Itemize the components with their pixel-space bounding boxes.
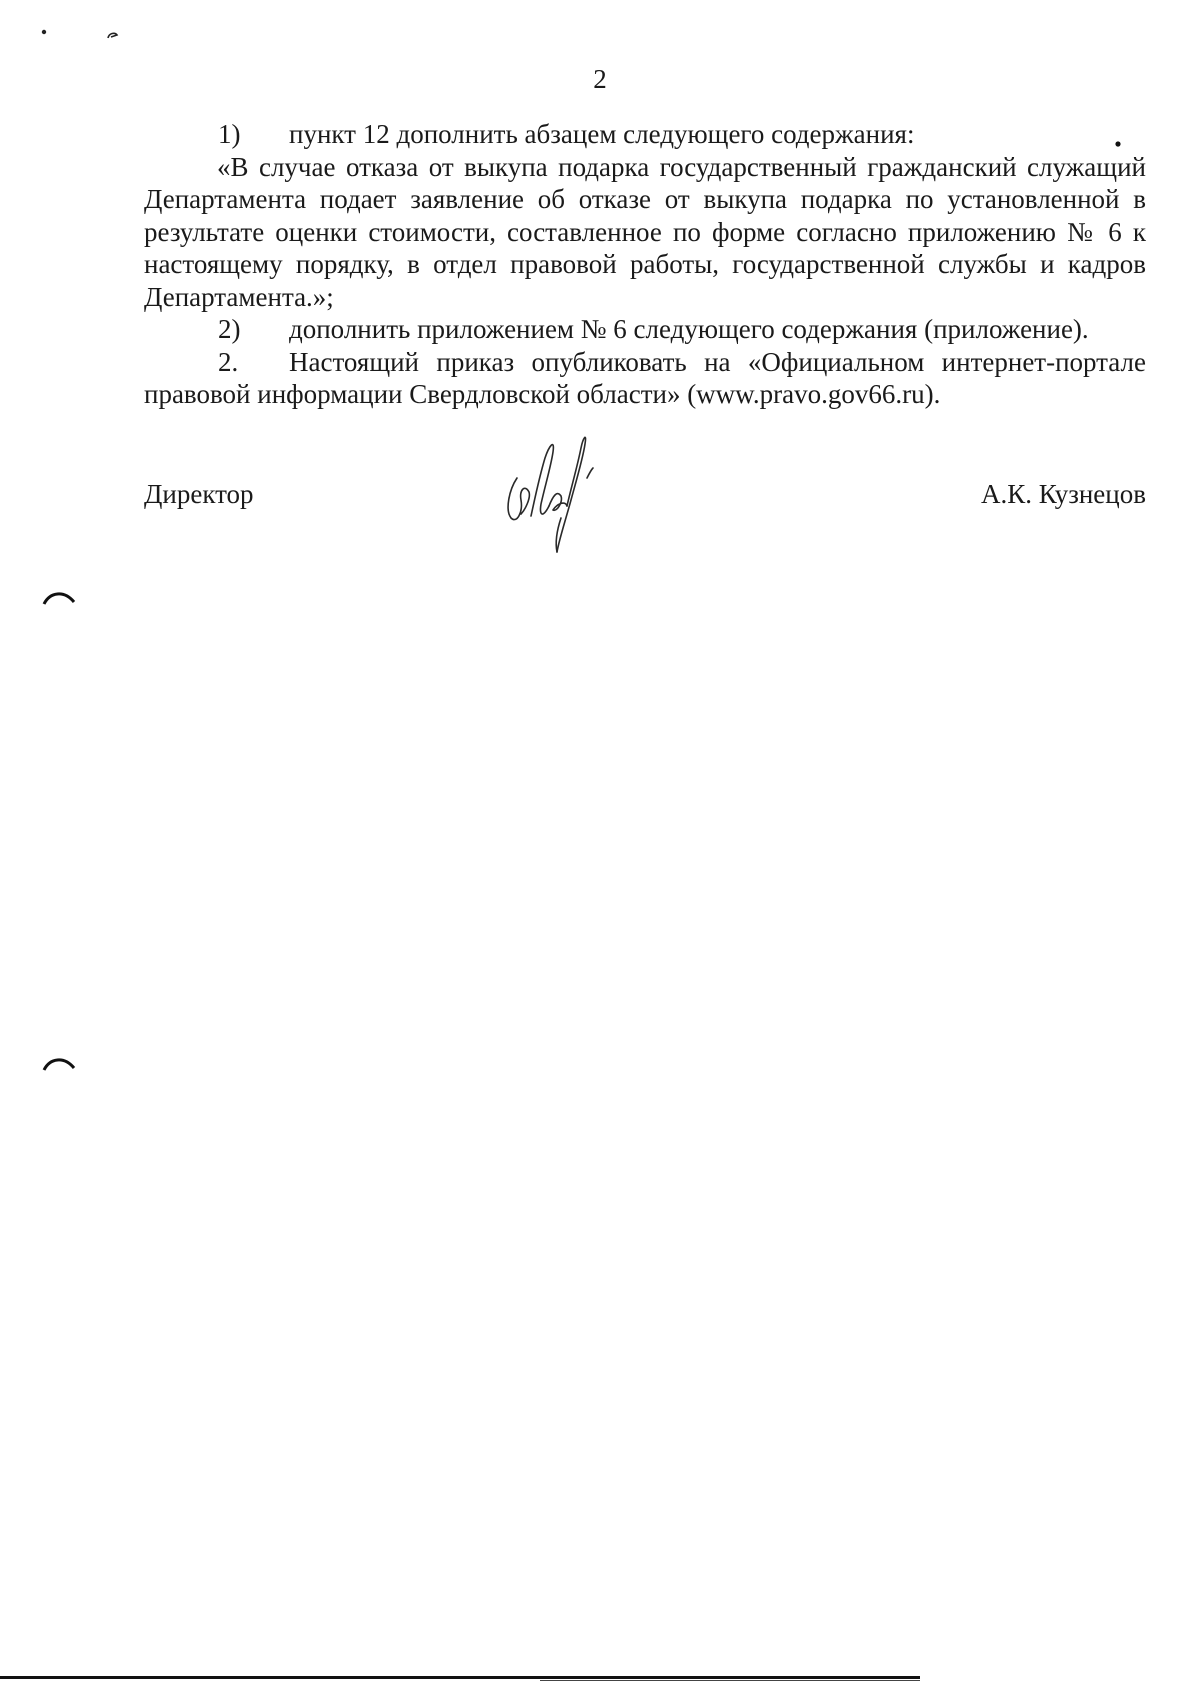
item-1-number: 1) [218,119,241,149]
item-1 [144,118,1146,151]
page-number: 2 [593,64,607,94]
item-1-text: пункт 12 дополнить абзацем следующего содержания: [289,119,915,149]
scan-speck [40,28,50,36]
item-2-text: дополнить приложением № 6 следующего содержания (приложение). [289,314,1089,344]
point-2-text-rest: правовой информации Свердловской области» (www.pravo.gov66.ru). [144,379,941,409]
handwritten-signature [495,418,605,553]
item-2-number: 2) [218,314,241,344]
bottom-scan-edge [0,1676,920,1679]
point-2-number: 2. [218,346,239,377]
point-2-text-first: Настоящий приказ опубликовать на «Официальном интернет-портале [289,346,1146,377]
punch-hole-mark [42,1054,76,1074]
scan-speck [106,30,120,42]
signatory-title: Директор [144,479,254,509]
signatory-name: А.К. Кузнецов [980,479,1146,509]
quote-paragraph: «В случае отказа от выкупа подарка государственный гражданский служащий Департамента подает заявление об отказе от выкупа подарка по установленной в результате оценки стоимости, составленное по форме согласно приложению № 6 к настоящему порядку, в отдел правовой работы, государственной службы и кадров Департамента.»; [144,151,1146,312]
point-2 [144,346,1146,379]
punch-hole-mark [42,588,76,608]
item-2 [144,313,1146,346]
bottom-scan-edge-thin [540,1680,920,1681]
document-body [144,118,1146,411]
scan-speck [1114,140,1122,148]
